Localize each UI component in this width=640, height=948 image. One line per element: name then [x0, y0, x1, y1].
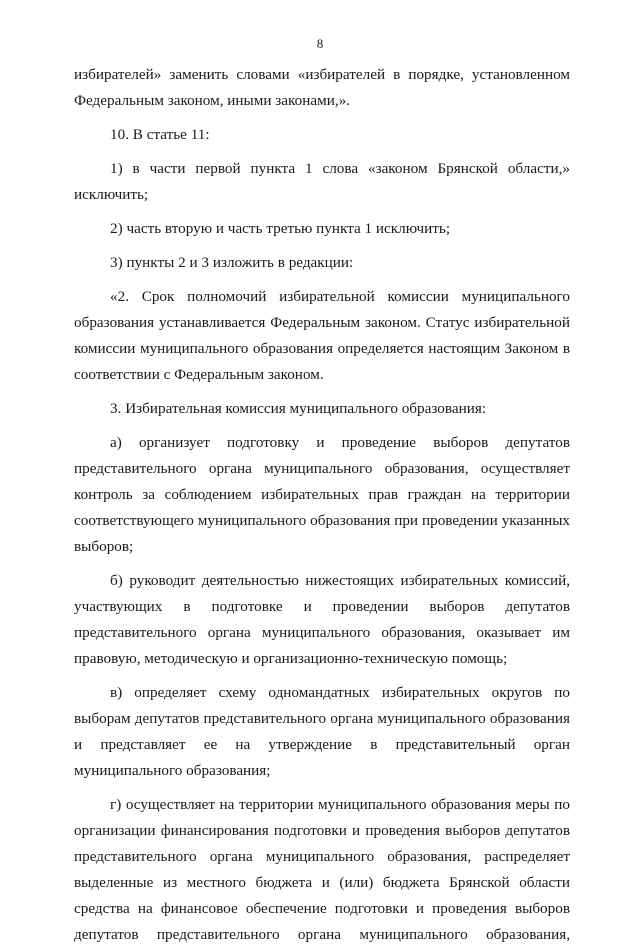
- text-line: 3. Избирательная комиссия муниципального образования:: [110, 400, 487, 417]
- text-line: муниципального образования;: [74, 762, 271, 779]
- text-line: 2) часть вторую и часть третью пункта 1 исключить;: [110, 220, 451, 237]
- text-line: соответствующего муниципального образования при проведении указанных: [74, 512, 570, 529]
- text-line: избирателей» заменить словами «избирателей в порядке, установленном: [74, 66, 570, 83]
- text-line: представительного органа муниципального образования, оказывает им: [74, 624, 570, 641]
- text-line: и представляет ее на утверждение в представительный орган: [74, 736, 570, 753]
- text-line: образования устанавливается Федеральным законом. Статус избирательной: [74, 314, 570, 331]
- text-line: в) определяет схему одномандатных избирательных округов по: [110, 684, 570, 701]
- page-number: 8: [316, 36, 324, 51]
- paragraph: [74, 62, 570, 114]
- text-line: 1) в части первой пункта 1 слова «законом Брянской области,»: [110, 160, 570, 177]
- paragraph: [74, 216, 570, 242]
- paragraph: [74, 792, 570, 948]
- text-line: 10. В статье 11:: [110, 126, 210, 143]
- text-line: правовую, методическую и организационно-техническую помощь;: [74, 650, 508, 667]
- text-line: 3) пункты 2 и 3 изложить в редакции:: [110, 254, 354, 271]
- paragraph: [74, 122, 570, 148]
- text-line: комиссии муниципального образования определяется настоящим Законом в: [74, 340, 570, 357]
- paragraph: [74, 284, 570, 388]
- text-line: участвующих в подготовке и проведении выборов депутатов: [74, 598, 570, 615]
- paragraph: [74, 568, 570, 672]
- paragraph: [74, 396, 570, 422]
- text-line: а) организует подготовку и проведение выборов депутатов: [110, 434, 570, 451]
- text-line: представительного органа муниципального образования, распределяет: [74, 848, 570, 865]
- text-line: б) руководит деятельностью нижестоящих избирательных комиссий,: [110, 572, 570, 589]
- text-line: исключить;: [74, 186, 149, 203]
- document-body: [74, 62, 570, 948]
- text-line: организации финансирования подготовки и проведения выборов депутатов: [74, 822, 570, 839]
- text-line: выборам депутатов представительного органа муниципального образования: [74, 710, 570, 727]
- text-line: средства на финансовое обеспечение подготовки и проведения выборов: [74, 900, 570, 917]
- text-line: «2. Срок полномочий избирательной комиссии муниципального: [110, 288, 570, 305]
- text-line: выделенные из местного бюджета и (или) бюджета Брянской области: [74, 874, 570, 891]
- paragraph: [74, 250, 570, 276]
- text-line: контроль за соблюдением избирательных прав граждан на территории: [74, 486, 570, 503]
- text-line: г) осуществляет на территории муниципального образования меры по: [110, 796, 570, 813]
- text-line: соответствии с Федеральным законом.: [74, 366, 324, 383]
- text-line: Федеральным законом, иными законами,».: [74, 92, 351, 109]
- paragraph: [74, 680, 570, 784]
- text-line: представительного органа муниципального образования, осуществляет: [74, 460, 570, 477]
- text-line: выборов;: [74, 538, 134, 555]
- paragraph: [74, 156, 570, 208]
- paragraph: [74, 430, 570, 560]
- text-line: депутатов представительного органа муниципального образования,: [74, 926, 570, 943]
